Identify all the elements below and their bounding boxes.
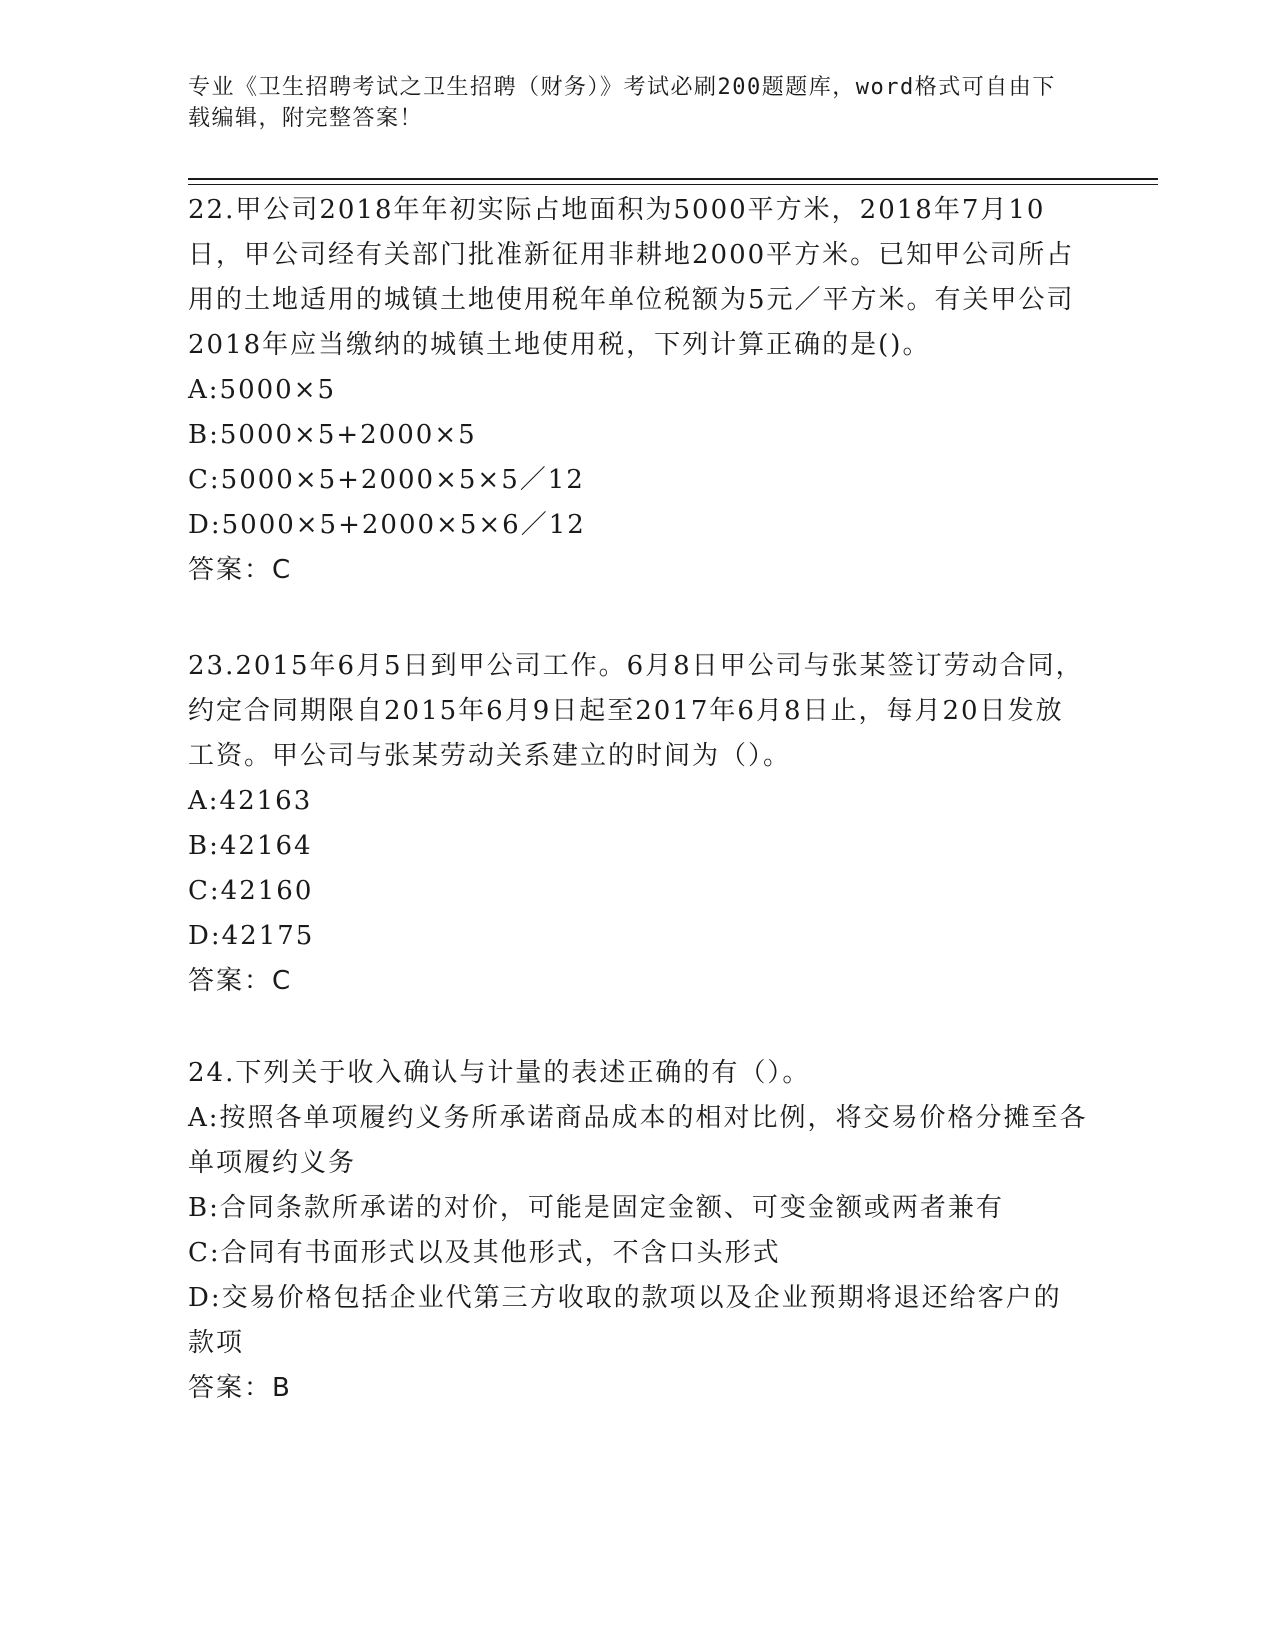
- option-d: D:5000×5+2000×5×6／12: [188, 510, 586, 540]
- option-b: B:5000×5+2000×5: [188, 420, 477, 450]
- question-22: [188, 188, 1088, 593]
- option-d: D:交易价格包括企业代第三方收取的款项以及企业预期将退还给客户的款项: [188, 1283, 1062, 1358]
- question-24: [188, 1051, 1088, 1411]
- header-divider-thin: [188, 184, 1158, 185]
- question-23: [188, 644, 1088, 1004]
- document-header-note: 专业《卫生招聘考试之卫生招聘（财务）》考试必刷200题题库，word格式可自由下载编辑，附完整答案！: [188, 75, 1056, 131]
- option-b: B:42164: [188, 831, 313, 861]
- option-c: C:合同有书面形式以及其他形式，不含口头形式: [188, 1238, 781, 1268]
- option-b: B:合同条款所承诺的对价，可能是固定金额、可变金额或两者兼有: [188, 1193, 1004, 1223]
- option-c: C:42160: [188, 876, 314, 906]
- answer-line: 答案：C: [188, 966, 293, 996]
- option-a: A:5000×5: [188, 375, 337, 405]
- option-c: C:5000×5+2000×5×5／12: [188, 465, 585, 495]
- header-divider-thick: [188, 178, 1158, 180]
- option-a: A:42163: [188, 786, 313, 816]
- option-a: A:按照各单项履约义务所承诺商品成本的相对比例，将交易价格分摊至各单项履约义务: [188, 1103, 1088, 1178]
- question-stem: 23.2015年6月5日到甲公司工作。6月8日甲公司与张某签订劳动合同，约定合同期限自2015年6月9日起至2017年6月8日止，每月20日发放工资。甲公司与张某劳动关系建立的时间为（）。: [188, 651, 1084, 771]
- option-d: D:42175: [188, 921, 315, 951]
- answer-line: 答案：C: [188, 555, 293, 585]
- question-stem: 24.下列关于收入确认与计量的表述正确的有（）。: [188, 1058, 811, 1088]
- question-stem: 22.甲公司2018年年初实际占地面积为5000平方米，2018年7月10日，甲公司经有关部门批准新征用非耕地2000平方米。已知甲公司所占用的土地适用的城镇土地使用税年单位税额为5元／平方米。有关甲公司2018年应当缴纳的城镇土地使用税，下列计算正确的是()。: [188, 195, 1075, 360]
- answer-line: 答案：B: [188, 1373, 292, 1403]
